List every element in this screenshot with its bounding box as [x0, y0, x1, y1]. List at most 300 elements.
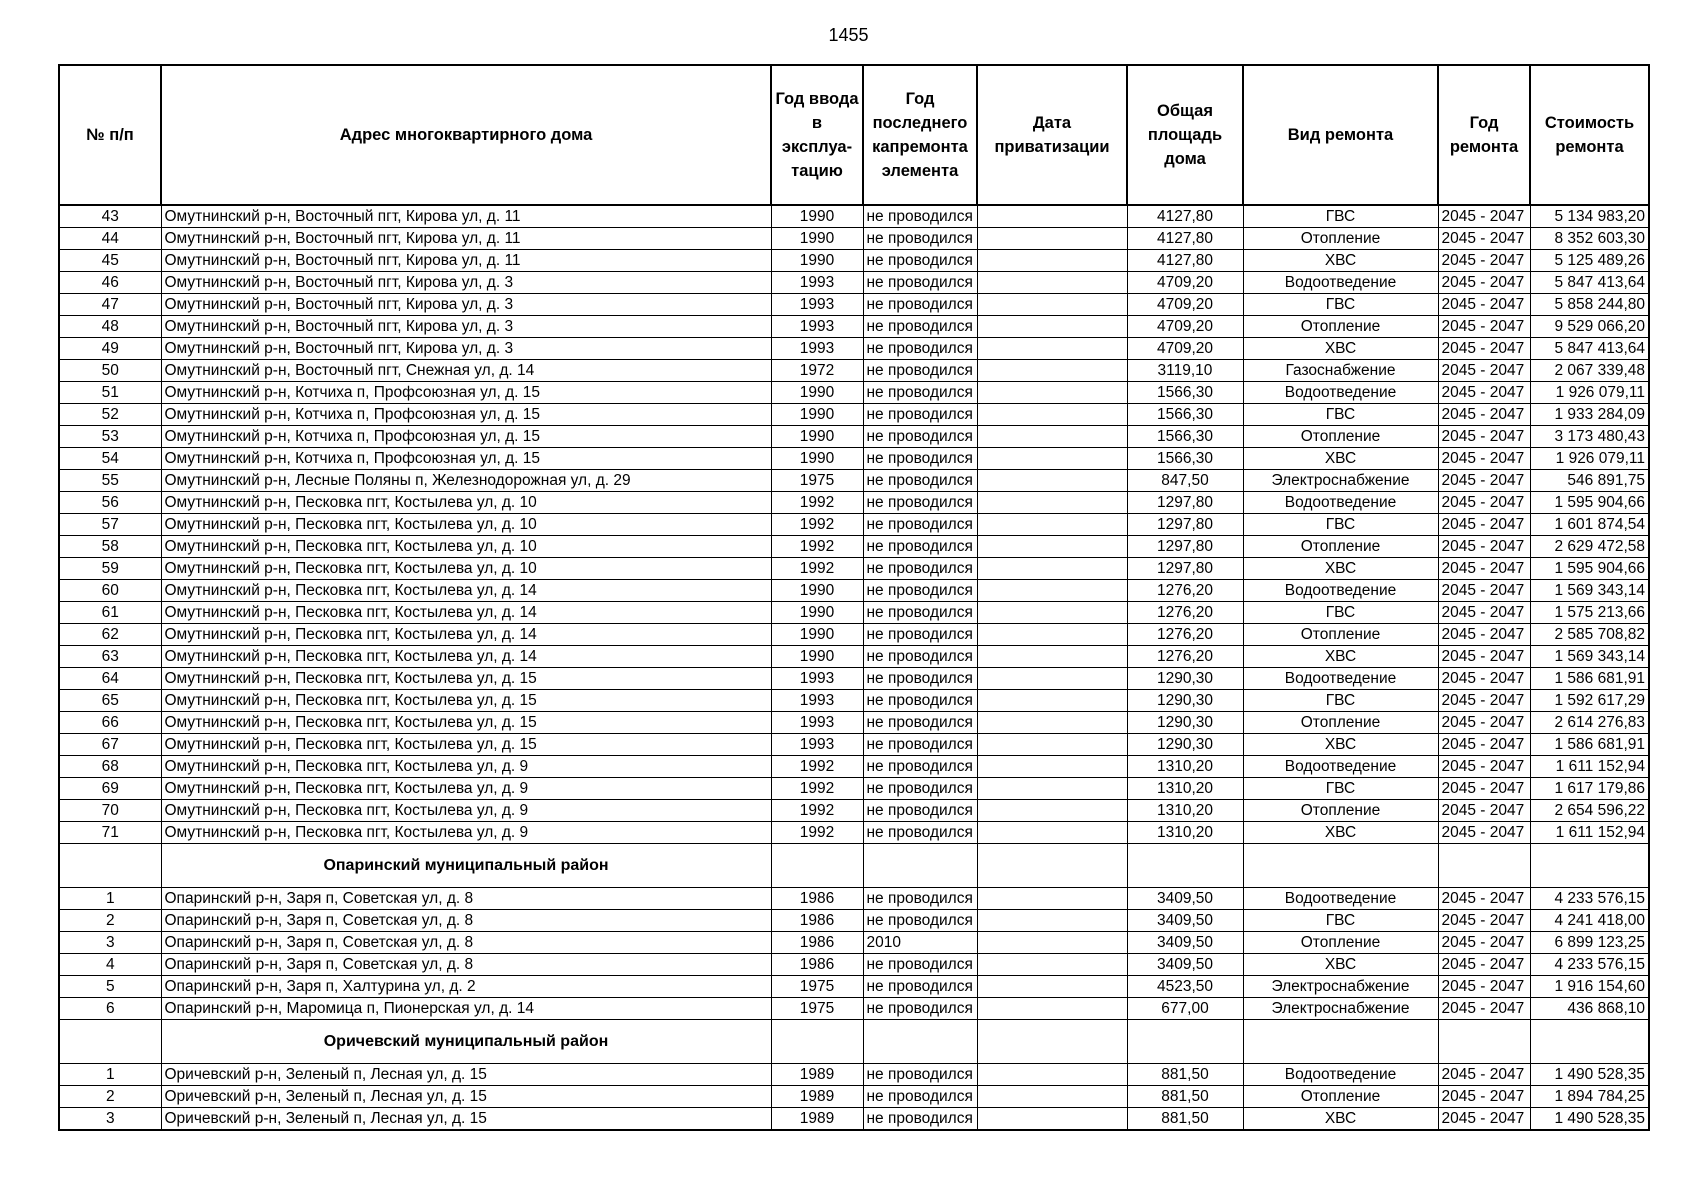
row-privatization [977, 294, 1127, 316]
row-privatization [977, 1064, 1127, 1086]
row-year-commission: 1990 [771, 426, 863, 448]
row-repair-year: 2045 - 2047 [1438, 426, 1530, 448]
row-number: 61 [59, 602, 161, 624]
row-last-repair: не проводился [863, 954, 977, 976]
row-repair-year: 2045 - 2047 [1438, 514, 1530, 536]
row-year-commission: 1992 [771, 492, 863, 514]
row-cost: 1 611 152,94 [1530, 822, 1649, 844]
row-address: Омутнинский р-н, Песковка пгт, Костылева ул, д. 9 [161, 778, 771, 800]
row-address: Омутнинский р-н, Котчиха п, Профсоюзная ул, д. 15 [161, 382, 771, 404]
section-empty-cell [977, 844, 1127, 888]
row-last-repair: не проводился [863, 712, 977, 734]
row-repair-type: Водоотведение [1243, 492, 1438, 514]
row-address: Омутнинский р-н, Песковка пгт, Костылева ул, д. 15 [161, 734, 771, 756]
row-repair-year: 2045 - 2047 [1438, 822, 1530, 844]
row-address: Омутнинский р-н, Котчиха п, Профсоюзная ул, д. 15 [161, 404, 771, 426]
repair-register-table [58, 64, 1650, 1131]
table-row [59, 734, 1649, 756]
row-repair-year: 2045 - 2047 [1438, 404, 1530, 426]
row-repair-type: Отопление [1243, 536, 1438, 558]
row-repair-year: 2045 - 2047 [1438, 756, 1530, 778]
row-year-commission: 1986 [771, 932, 863, 954]
section-empty-cell [1530, 844, 1649, 888]
row-year-commission: 1993 [771, 294, 863, 316]
row-last-repair: не проводился [863, 624, 977, 646]
row-privatization [977, 932, 1127, 954]
row-address: Омутнинский р-н, Песковка пгт, Костылева ул, д. 14 [161, 624, 771, 646]
row-repair-type: ХВС [1243, 734, 1438, 756]
row-year-commission: 1993 [771, 668, 863, 690]
table-row [59, 646, 1649, 668]
row-area: 4127,80 [1127, 228, 1243, 250]
row-number: 62 [59, 624, 161, 646]
row-repair-year: 2045 - 2047 [1438, 712, 1530, 734]
row-repair-year: 2045 - 2047 [1438, 954, 1530, 976]
section-header-row [59, 844, 1649, 888]
row-cost: 436 868,10 [1530, 998, 1649, 1020]
row-repair-type: Отопление [1243, 932, 1438, 954]
row-cost: 2 629 472,58 [1530, 536, 1649, 558]
row-privatization [977, 382, 1127, 404]
row-area: 1310,20 [1127, 822, 1243, 844]
row-privatization [977, 205, 1127, 228]
row-last-repair: не проводился [863, 470, 977, 492]
row-repair-type: ХВС [1243, 954, 1438, 976]
table-row [59, 800, 1649, 822]
row-number: 6 [59, 998, 161, 1020]
row-last-repair: не проводился [863, 668, 977, 690]
row-repair-year: 2045 - 2047 [1438, 998, 1530, 1020]
section-empty-cell [771, 844, 863, 888]
row-cost: 8 352 603,30 [1530, 228, 1649, 250]
row-year-commission: 1992 [771, 800, 863, 822]
row-cost: 2 654 596,22 [1530, 800, 1649, 822]
row-repair-year: 2045 - 2047 [1438, 492, 1530, 514]
row-number: 51 [59, 382, 161, 404]
section-empty-cell [1243, 1020, 1438, 1064]
row-cost: 5 847 413,64 [1530, 272, 1649, 294]
row-last-repair: не проводился [863, 976, 977, 998]
row-year-commission: 1986 [771, 954, 863, 976]
row-number: 50 [59, 360, 161, 382]
row-address: Омутнинский р-н, Песковка пгт, Костылева ул, д. 15 [161, 668, 771, 690]
header-num: № п/п [59, 65, 161, 205]
row-number: 49 [59, 338, 161, 360]
row-repair-year: 2045 - 2047 [1438, 888, 1530, 910]
table-row [59, 250, 1649, 272]
table-header [59, 65, 1649, 205]
row-year-commission: 1992 [771, 822, 863, 844]
row-address: Омутнинский р-н, Песковка пгт, Костылева ул, д. 14 [161, 646, 771, 668]
row-cost: 1 569 343,14 [1530, 580, 1649, 602]
row-last-repair: не проводился [863, 1086, 977, 1108]
row-cost: 4 233 576,15 [1530, 954, 1649, 976]
row-area: 881,50 [1127, 1108, 1243, 1131]
section-empty-cell [59, 1020, 161, 1064]
row-area: 1310,20 [1127, 756, 1243, 778]
row-cost: 4 233 576,15 [1530, 888, 1649, 910]
row-number: 63 [59, 646, 161, 668]
row-repair-type: Водоотведение [1243, 382, 1438, 404]
row-last-repair: не проводился [863, 690, 977, 712]
row-privatization [977, 998, 1127, 1020]
row-year-commission: 1989 [771, 1108, 863, 1131]
row-last-repair: не проводился [863, 514, 977, 536]
row-cost: 5 134 983,20 [1530, 205, 1649, 228]
row-repair-year: 2045 - 2047 [1438, 448, 1530, 470]
row-repair-type: Отопление [1243, 228, 1438, 250]
row-number: 45 [59, 250, 161, 272]
row-last-repair: не проводился [863, 448, 977, 470]
row-area: 1276,20 [1127, 624, 1243, 646]
header-year-commission: Год ввода в эксплуа-тацию [771, 65, 863, 205]
header-privatization: Дата приватизации [977, 65, 1127, 205]
row-year-commission: 1989 [771, 1064, 863, 1086]
row-cost: 1 601 874,54 [1530, 514, 1649, 536]
row-privatization [977, 800, 1127, 822]
row-repair-type: Отопление [1243, 1086, 1438, 1108]
row-number: 53 [59, 426, 161, 448]
row-address: Омутнинский р-н, Восточный пгт, Кирова ул, д. 3 [161, 316, 771, 338]
table-body [59, 205, 1649, 1130]
section-empty-cell [1438, 1020, 1530, 1064]
row-area: 881,50 [1127, 1086, 1243, 1108]
row-area: 1290,30 [1127, 690, 1243, 712]
row-privatization [977, 580, 1127, 602]
row-address: Омутнинский р-н, Песковка пгт, Костылева ул, д. 10 [161, 514, 771, 536]
table-row [59, 558, 1649, 580]
row-repair-year: 2045 - 2047 [1438, 800, 1530, 822]
page-number: 1455 [828, 25, 869, 45]
row-cost: 1 926 079,11 [1530, 382, 1649, 404]
row-last-repair: не проводился [863, 404, 977, 426]
row-number: 3 [59, 932, 161, 954]
row-repair-type: Отопление [1243, 712, 1438, 734]
row-repair-type: ГВС [1243, 690, 1438, 712]
row-privatization [977, 536, 1127, 558]
row-year-commission: 1990 [771, 250, 863, 272]
section-empty-cell [1243, 844, 1438, 888]
table-row [59, 998, 1649, 1020]
row-repair-year: 2045 - 2047 [1438, 1108, 1530, 1131]
row-year-commission: 1990 [771, 448, 863, 470]
row-cost: 3 173 480,43 [1530, 426, 1649, 448]
row-last-repair: не проводился [863, 382, 977, 404]
row-privatization [977, 778, 1127, 800]
row-address: Опаринский р-н, Заря п, Советская ул, д. 8 [161, 910, 771, 932]
row-last-repair: не проводился [863, 800, 977, 822]
row-repair-year: 2045 - 2047 [1438, 228, 1530, 250]
row-area: 1276,20 [1127, 646, 1243, 668]
row-address: Омутнинский р-н, Песковка пгт, Костылева ул, д. 10 [161, 492, 771, 514]
row-cost: 9 529 066,20 [1530, 316, 1649, 338]
row-cost: 5 858 244,80 [1530, 294, 1649, 316]
row-cost: 1 595 904,66 [1530, 558, 1649, 580]
row-privatization [977, 888, 1127, 910]
row-cost: 1 575 213,66 [1530, 602, 1649, 624]
row-area: 847,50 [1127, 470, 1243, 492]
row-address: Опаринский р-н, Заря п, Халтурина ул, д. 2 [161, 976, 771, 998]
header-address: Адрес многоквартирного дома [161, 65, 771, 205]
row-privatization [977, 272, 1127, 294]
row-privatization [977, 338, 1127, 360]
row-number: 55 [59, 470, 161, 492]
row-repair-type: ХВС [1243, 822, 1438, 844]
row-area: 4127,80 [1127, 205, 1243, 228]
row-area: 1566,30 [1127, 426, 1243, 448]
row-repair-type: Отопление [1243, 800, 1438, 822]
row-repair-type: ГВС [1243, 205, 1438, 228]
row-number: 60 [59, 580, 161, 602]
row-area: 677,00 [1127, 998, 1243, 1020]
row-last-repair: 2010 [863, 932, 977, 954]
section-title: Опаринский муниципальный район [161, 844, 771, 888]
row-number: 69 [59, 778, 161, 800]
row-number: 52 [59, 404, 161, 426]
row-repair-type: Электроснабжение [1243, 976, 1438, 998]
row-area: 1297,80 [1127, 536, 1243, 558]
row-repair-year: 2045 - 2047 [1438, 646, 1530, 668]
table-row [59, 822, 1649, 844]
row-last-repair: не проводился [863, 558, 977, 580]
row-year-commission: 1990 [771, 580, 863, 602]
row-address: Омутнинский р-н, Восточный пгт, Кирова ул, д. 11 [161, 228, 771, 250]
row-repair-year: 2045 - 2047 [1438, 338, 1530, 360]
row-cost: 1 617 179,86 [1530, 778, 1649, 800]
table-row [59, 624, 1649, 646]
row-address: Омутнинский р-н, Песковка пгт, Костылева ул, д. 14 [161, 580, 771, 602]
row-repair-year: 2045 - 2047 [1438, 668, 1530, 690]
row-privatization [977, 624, 1127, 646]
row-number: 2 [59, 910, 161, 932]
row-address: Омутнинский р-н, Котчиха п, Профсоюзная ул, д. 15 [161, 426, 771, 448]
row-year-commission: 1993 [771, 338, 863, 360]
row-cost: 1 926 079,11 [1530, 448, 1649, 470]
row-number: 57 [59, 514, 161, 536]
row-year-commission: 1990 [771, 205, 863, 228]
row-last-repair: не проводился [863, 492, 977, 514]
row-address: Омутнинский р-н, Лесные Поляны п, Железнодорожная ул, д. 29 [161, 470, 771, 492]
section-empty-cell [863, 844, 977, 888]
row-privatization [977, 316, 1127, 338]
row-address: Омутнинский р-н, Песковка пгт, Костылева ул, д. 9 [161, 756, 771, 778]
header-repair-type: Вид ремонта [1243, 65, 1438, 205]
row-year-commission: 1990 [771, 382, 863, 404]
row-privatization [977, 976, 1127, 998]
row-repair-type: Водоотведение [1243, 272, 1438, 294]
table-row [59, 514, 1649, 536]
row-repair-type: ХВС [1243, 250, 1438, 272]
row-year-commission: 1990 [771, 646, 863, 668]
row-address: Омутнинский р-н, Песковка пгт, Костылева ул, д. 10 [161, 558, 771, 580]
table-row [59, 580, 1649, 602]
row-year-commission: 1975 [771, 976, 863, 998]
row-area: 1566,30 [1127, 382, 1243, 404]
row-year-commission: 1975 [771, 998, 863, 1020]
row-year-commission: 1990 [771, 404, 863, 426]
row-year-commission: 1992 [771, 558, 863, 580]
row-area: 3409,50 [1127, 954, 1243, 976]
row-last-repair: не проводился [863, 888, 977, 910]
table-row [59, 470, 1649, 492]
row-year-commission: 1993 [771, 272, 863, 294]
row-last-repair: не проводился [863, 646, 977, 668]
row-area: 1290,30 [1127, 734, 1243, 756]
row-year-commission: 1992 [771, 778, 863, 800]
table-row [59, 1086, 1649, 1108]
row-cost: 1 490 528,35 [1530, 1064, 1649, 1086]
row-number: 5 [59, 976, 161, 998]
row-number: 43 [59, 205, 161, 228]
row-repair-year: 2045 - 2047 [1438, 558, 1530, 580]
section-empty-cell [1530, 1020, 1649, 1064]
row-cost: 1 894 784,25 [1530, 1086, 1649, 1108]
row-address: Опаринский р-н, Заря п, Советская ул, д. 8 [161, 932, 771, 954]
row-area: 4127,80 [1127, 250, 1243, 272]
table-row [59, 976, 1649, 998]
row-privatization [977, 404, 1127, 426]
table-row [59, 1108, 1649, 1131]
row-number: 67 [59, 734, 161, 756]
row-privatization [977, 426, 1127, 448]
row-year-commission: 1993 [771, 316, 863, 338]
row-number: 3 [59, 1108, 161, 1131]
table-row [59, 382, 1649, 404]
row-area: 4709,20 [1127, 338, 1243, 360]
row-repair-year: 2045 - 2047 [1438, 536, 1530, 558]
table-row [59, 228, 1649, 250]
row-area: 4709,20 [1127, 294, 1243, 316]
row-area: 1297,80 [1127, 492, 1243, 514]
row-area: 3409,50 [1127, 932, 1243, 954]
row-year-commission: 1993 [771, 712, 863, 734]
row-address: Опаринский р-н, Заря п, Советская ул, д. 8 [161, 954, 771, 976]
row-last-repair: не проводился [863, 1108, 977, 1131]
row-year-commission: 1993 [771, 690, 863, 712]
row-area: 1290,30 [1127, 712, 1243, 734]
row-cost: 1 586 681,91 [1530, 734, 1649, 756]
row-privatization [977, 470, 1127, 492]
row-cost: 6 899 123,25 [1530, 932, 1649, 954]
row-address: Омутнинский р-н, Песковка пгт, Костылева ул, д. 15 [161, 712, 771, 734]
row-year-commission: 1975 [771, 470, 863, 492]
row-year-commission: 1986 [771, 910, 863, 932]
row-privatization [977, 558, 1127, 580]
row-last-repair: не проводился [863, 316, 977, 338]
row-address: Омутнинский р-н, Восточный пгт, Кирова ул, д. 11 [161, 205, 771, 228]
row-last-repair: не проводился [863, 294, 977, 316]
table-row [59, 910, 1649, 932]
row-year-commission: 1990 [771, 602, 863, 624]
row-repair-year: 2045 - 2047 [1438, 272, 1530, 294]
row-repair-type: Отопление [1243, 426, 1438, 448]
row-privatization [977, 734, 1127, 756]
header-last-repair: Год последнего капремонта элемента [863, 65, 977, 205]
row-repair-year: 2045 - 2047 [1438, 976, 1530, 998]
row-repair-year: 2045 - 2047 [1438, 360, 1530, 382]
row-address: Оричевский р-н, Зеленый п, Лесная ул, д. 15 [161, 1108, 771, 1131]
row-cost: 1 611 152,94 [1530, 756, 1649, 778]
row-number: 48 [59, 316, 161, 338]
table-row [59, 294, 1649, 316]
row-repair-year: 2045 - 2047 [1438, 932, 1530, 954]
row-address: Омутнинский р-н, Восточный пгт, Кирова ул, д. 3 [161, 272, 771, 294]
row-cost: 546 891,75 [1530, 470, 1649, 492]
row-area: 1290,30 [1127, 668, 1243, 690]
row-last-repair: не проводился [863, 205, 977, 228]
row-area: 3409,50 [1127, 888, 1243, 910]
row-year-commission: 1986 [771, 888, 863, 910]
row-repair-year: 2045 - 2047 [1438, 580, 1530, 602]
row-address: Оричевский р-н, Зеленый п, Лесная ул, д. 15 [161, 1064, 771, 1086]
row-privatization [977, 910, 1127, 932]
row-privatization [977, 954, 1127, 976]
row-last-repair: не проводился [863, 536, 977, 558]
row-number: 70 [59, 800, 161, 822]
row-privatization [977, 360, 1127, 382]
row-area: 1276,20 [1127, 580, 1243, 602]
row-repair-year: 2045 - 2047 [1438, 250, 1530, 272]
row-repair-type: ГВС [1243, 778, 1438, 800]
row-repair-type: ХВС [1243, 448, 1438, 470]
table-row [59, 426, 1649, 448]
row-address: Омутнинский р-н, Восточный пгт, Снежная ул, д. 14 [161, 360, 771, 382]
row-repair-type: ГВС [1243, 514, 1438, 536]
row-number: 47 [59, 294, 161, 316]
row-year-commission: 1990 [771, 228, 863, 250]
row-address: Омутнинский р-н, Песковка пгт, Костылева ул, д. 9 [161, 800, 771, 822]
row-privatization [977, 1108, 1127, 1131]
row-last-repair: не проводился [863, 228, 977, 250]
row-address: Омутнинский р-н, Песковка пгт, Костылева ул, д. 15 [161, 690, 771, 712]
row-privatization [977, 646, 1127, 668]
table-row [59, 888, 1649, 910]
row-repair-year: 2045 - 2047 [1438, 294, 1530, 316]
row-area: 1310,20 [1127, 778, 1243, 800]
row-address: Омутнинский р-н, Восточный пгт, Кирова ул, д. 3 [161, 294, 771, 316]
row-year-commission: 1992 [771, 514, 863, 536]
table-row [59, 448, 1649, 470]
row-privatization [977, 492, 1127, 514]
row-last-repair: не проводился [863, 822, 977, 844]
row-repair-type: ГВС [1243, 910, 1438, 932]
row-address: Омутнинский р-н, Восточный пгт, Кирова ул, д. 11 [161, 250, 771, 272]
row-cost: 5 847 413,64 [1530, 338, 1649, 360]
row-repair-type: Водоотведение [1243, 756, 1438, 778]
row-number: 58 [59, 536, 161, 558]
row-area: 4523,50 [1127, 976, 1243, 998]
row-repair-type: ХВС [1243, 1108, 1438, 1131]
row-area: 1276,20 [1127, 602, 1243, 624]
row-repair-type: Водоотведение [1243, 1064, 1438, 1086]
row-privatization [977, 448, 1127, 470]
row-repair-type: Электроснабжение [1243, 470, 1438, 492]
table-row [59, 360, 1649, 382]
row-repair-year: 2045 - 2047 [1438, 602, 1530, 624]
row-address: Опаринский р-н, Маромица п, Пионерская ул, д. 14 [161, 998, 771, 1020]
row-repair-type: ГВС [1243, 602, 1438, 624]
table-row [59, 668, 1649, 690]
row-cost: 1 490 528,35 [1530, 1108, 1649, 1131]
header-area: Общая площадь дома [1127, 65, 1243, 205]
header-cost: Стоимость ремонта [1530, 65, 1649, 205]
row-repair-year: 2045 - 2047 [1438, 910, 1530, 932]
row-privatization [977, 250, 1127, 272]
table-row [59, 954, 1649, 976]
table-row [59, 778, 1649, 800]
row-year-commission: 1993 [771, 734, 863, 756]
row-last-repair: не проводился [863, 998, 977, 1020]
